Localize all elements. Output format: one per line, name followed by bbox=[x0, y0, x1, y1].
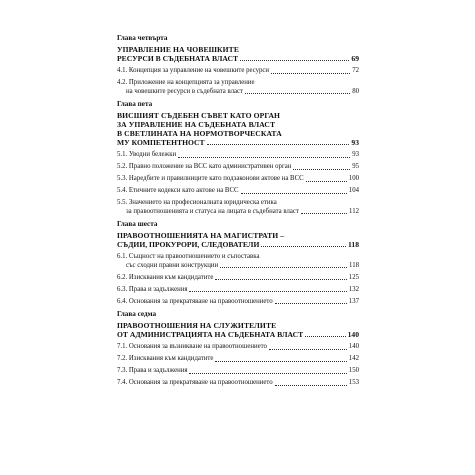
entry-text: 6.1. Същност на правоотношението и съпоставка bbox=[117, 253, 260, 260]
page-number: 118 bbox=[349, 261, 359, 269]
page-number: 93 bbox=[351, 138, 359, 147]
page-number: 118 bbox=[348, 240, 359, 249]
toc-entry bbox=[117, 343, 359, 352]
chapter-label: Глава четвърта bbox=[117, 34, 168, 42]
leader-dots bbox=[293, 169, 350, 170]
entry-text: 5.4. Етичните кодекси като актове на ВСС bbox=[117, 187, 239, 194]
toc-entry bbox=[117, 163, 359, 172]
leader-dots bbox=[271, 73, 350, 74]
chapter-title-line: ОТ АДМИНИСТРАЦИЯТА НА СЪДЕБНАТА ВЛАСТ bbox=[117, 330, 304, 339]
leader-dots bbox=[241, 193, 347, 194]
toc-entry bbox=[117, 67, 359, 76]
page-number: 140 bbox=[348, 343, 359, 350]
toc-entry bbox=[117, 151, 359, 160]
toc-section bbox=[117, 34, 359, 96]
toc-entry bbox=[117, 253, 359, 270]
entry-text: 7.3. Права и задължения bbox=[117, 367, 188, 374]
entry-text: 5.3. Наредбите и правилниците като подзаконови актове на ВСС bbox=[117, 175, 304, 182]
entry-text: 5.2. Правно положение на ВСС като административен орган bbox=[117, 163, 292, 170]
chapter-label: Глава пета bbox=[117, 100, 153, 108]
entry-text: 4.2. Приложение на концепцията за управление bbox=[117, 79, 255, 86]
page-number: 72 bbox=[352, 67, 359, 74]
toc-entry bbox=[117, 379, 359, 388]
chapter-title-line: РЕСУРСИ В СЪДЕБНАТА ВЛАСТ bbox=[117, 54, 239, 63]
toc-entry bbox=[117, 199, 359, 216]
chapter-title bbox=[117, 231, 359, 249]
entry-text: със сходни правни конструкции bbox=[126, 261, 219, 269]
leader-dots bbox=[215, 279, 346, 280]
entry-text: 6.4. Основания за прекратяване на правоотношението bbox=[117, 297, 273, 305]
page-number: 104 bbox=[348, 187, 359, 194]
chapter-title bbox=[117, 111, 359, 147]
toc-entry bbox=[117, 286, 359, 295]
chapter-title-line: МУ КОМПЕТЕНТНОСТ bbox=[117, 138, 205, 147]
leader-dots bbox=[269, 349, 347, 350]
chapter-title bbox=[117, 321, 359, 339]
leader-dots bbox=[189, 291, 346, 292]
page-number: 95 bbox=[352, 163, 359, 170]
toc-entry bbox=[117, 187, 359, 196]
chapter-title-line: СЪДИИ, ПРОКУРОРИ, СЛЕДОВАТЕЛИ bbox=[117, 240, 260, 249]
entry-text: 7.1. Основания за възникване на правоотношението bbox=[117, 343, 267, 350]
chapter-title-line: В СВЕТЛИНАТА НА НОРМОТВОРЧЕСКАТА bbox=[117, 129, 282, 138]
entry-text: 5.1. Уводни бележки bbox=[117, 151, 177, 158]
leader-dots bbox=[305, 336, 345, 337]
toc-entry bbox=[117, 79, 359, 96]
page-number: 125 bbox=[348, 273, 359, 281]
leader-dots bbox=[215, 361, 346, 362]
toc-section bbox=[117, 310, 359, 388]
page-number: 69 bbox=[351, 54, 359, 63]
toc-entry bbox=[117, 355, 359, 364]
entry-text: 5.5. Значението на професионалната юридическа етика bbox=[117, 199, 277, 206]
toc-entry bbox=[117, 298, 359, 307]
leader-dots bbox=[178, 157, 350, 158]
leader-dots bbox=[275, 303, 347, 304]
page-number: 132 bbox=[348, 285, 359, 293]
leader-dots bbox=[275, 385, 347, 386]
entry-text: 7.2. Изисквания към кандидатите bbox=[117, 355, 214, 362]
chapter-title-line: УПРАВЛЕНИЕ НА ЧОВЕШКИТЕ bbox=[117, 45, 239, 54]
entry-text: 6.3. Права и задължения bbox=[117, 285, 188, 293]
toc-section bbox=[117, 100, 359, 216]
entry-text: 7.4. Основания за прекратяване на правоотношението bbox=[117, 379, 273, 386]
entry-text: за правоотношенията и статуса на лицата в съдебната власт bbox=[126, 207, 299, 215]
leader-dots bbox=[189, 373, 346, 374]
leader-dots bbox=[245, 93, 350, 94]
page-number: 153 bbox=[348, 379, 359, 386]
page-number: 137 bbox=[348, 297, 359, 305]
chapter-title-line: ЗА УПРАВЛЕНИЕ НА СЪДЕБНАТА ВЛАСТ bbox=[117, 120, 276, 129]
chapter-title-line: ВИСШИЯТ СЪДЕБЕН СЪВЕТ КАТО ОРГАН bbox=[117, 111, 281, 120]
entry-text: 6.2. Изисквания към кандидатите bbox=[117, 273, 214, 281]
leader-dots bbox=[220, 267, 347, 268]
page-number: 140 bbox=[347, 330, 359, 339]
toc-section bbox=[117, 220, 359, 306]
entry-text: 4.1. Концепция за управление на човешките ресурси bbox=[117, 67, 270, 74]
page-number: 93 bbox=[352, 151, 359, 158]
chapter-label: Глава шеста bbox=[117, 220, 158, 228]
page-number: 80 bbox=[352, 87, 359, 95]
page-number: 100 bbox=[348, 175, 359, 182]
chapter-title-line: ПРАВООТНОШЕНИЯ НА СЛУЖИТЕЛИТЕ bbox=[117, 321, 277, 330]
toc-entry bbox=[117, 274, 359, 283]
leader-dots bbox=[301, 213, 347, 214]
page-number: 150 bbox=[348, 367, 359, 374]
page-number: 142 bbox=[348, 355, 359, 362]
table-of-contents bbox=[117, 34, 359, 392]
toc-entry bbox=[117, 367, 359, 376]
chapter-title bbox=[117, 45, 359, 63]
leader-dots bbox=[207, 144, 350, 145]
page-number: 112 bbox=[349, 207, 359, 215]
chapter-title-line: ПРАВООТНОШЕНИЯТА НА МАГИСТРАТИ – bbox=[117, 231, 285, 240]
leader-dots bbox=[240, 60, 349, 61]
entry-text: на човешките ресурси в съдебната власт bbox=[126, 87, 244, 95]
toc-entry bbox=[117, 175, 359, 184]
leader-dots bbox=[261, 246, 346, 247]
chapter-label: Глава седма bbox=[117, 310, 157, 318]
leader-dots bbox=[306, 181, 347, 182]
